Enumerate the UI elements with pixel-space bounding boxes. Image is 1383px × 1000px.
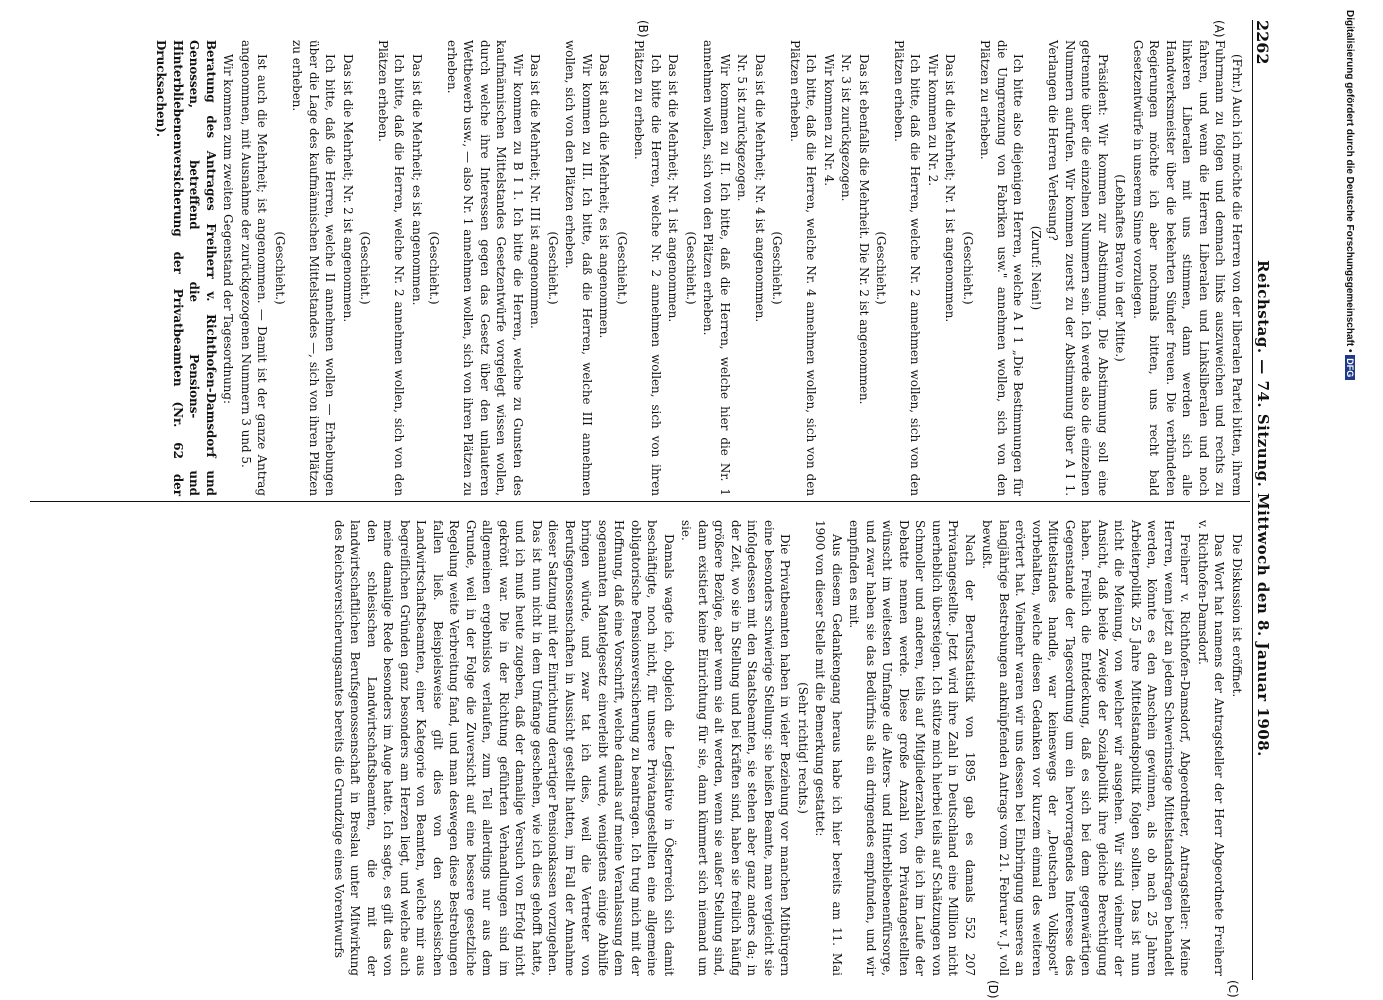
paragraph: Wir kommen zu B I 1. Ich bitte die Herren, welche zu Gunsten des kaufmännischen Mittelstandes Gesetzentwürfe vorgelegt wissen wollen, durch welche ihre Interessen gegen das Gesetz über den unlauteren Wettbewerb usw., — also Nr. 1 annehmen wollen, sich von ihren Plätzen zu erheben. <box>445 40 525 496</box>
margin-marker-c: (C) <box>1226 980 1240 998</box>
paragraph: Ich bitte, daß die Herren, welche Nr. 2 annehmen wollen, sich von den Plätzen erheben. <box>376 40 407 496</box>
paragraph: (Geschieht.) <box>770 231 785 305</box>
paragraph: (Geschieht.) <box>874 231 889 305</box>
paragraph: (Geschieht.) <box>546 231 560 305</box>
paragraph: Das ist die Mehrheit; Nr. 1 ist angenommen. <box>943 54 958 323</box>
right-column <box>330 520 1246 976</box>
paragraph: Die Privatbeamten haben in vieler Beziehung vor manchen Mitbürgern eine besonders schwierige Stellung: sie heißen Beamte, man vergleicht sie infolgedessen mit den Staatsbeamten, sie stehen aber ganz anders da; in der Zeit, wo sie in Stellung und bei Kräften sind, haben sie freilich häufig größere Bezüge, aber wenn sie alt werden, wenn sie außer Stellung sind, dann existiert keine Einrichtung für sie, dann kümmert sich niemand um sie. <box>679 520 793 976</box>
paragraph: Wir kommen zu Nr. 2. <box>926 54 940 187</box>
header-rule <box>1252 20 1253 980</box>
paragraph: Wir kommen zum zweiten Gegenstand der Tagesordnung: <box>221 54 236 405</box>
page-header <box>1252 0 1292 1000</box>
margin-marker-a: (A) <box>1212 20 1226 38</box>
paragraph: Präsident: Wir kommen zur Abstimmung. Die Abstimmung soll eine getrennte über die einzelnen Nummern sein. Ich werde also die einzelnen Nummern aufrufen. Wir kommen zuerst zu der Abstimmung über A I 1. Verlangen die Herren Verlesung? <box>1046 40 1110 496</box>
dfg-logo: DFG <box>1345 355 1355 380</box>
paragraph: Wir kommen zu II. Ich bitte, daß die Herren, welche hier die Nr. 1 annehmen wollen, sich von den Plätzen erheben. <box>701 40 732 496</box>
paragraph: (Sehr richtig! rechts.) <box>796 682 810 814</box>
paragraph: Aus diesem Gedankengang heraus habe ich hier bereits am 11. Mai 1900 von dieser Stelle mit die Bemerkung gestattet: <box>813 520 844 976</box>
margin-marker-b: (B) <box>636 20 650 38</box>
paragraph: Das ist die Mehrheit; Nr. 2 ist angenommen. <box>341 54 355 323</box>
paragraph: Ich bitte, daß die Herren, welche Nr. 2 annehmen wollen, sich von den Plätzen erheben. <box>892 40 923 496</box>
running-head: Reichstag. — 74. Sitzung. Mittwoch den 8. Januar 1908. <box>1254 260 1272 757</box>
paragraph: (Geschieht.) <box>684 231 698 305</box>
paragraph: Wir kommen zu III. Ich bitte, daß die Herren, welche III annehmen wollen, sich von den Plätzen erheben. <box>563 40 594 496</box>
paragraph: Beratung des Antrages Freiherr v. Richthofen-Damsdorf und Genossen, betreffend die Pensions- und Hinterbliebenenversicherung der Privatbeamten (Nr. 62 der Drucksachen). <box>154 40 218 496</box>
page-number: 2262 <box>1253 20 1272 65</box>
digitization-credit <box>1335 10 1355 990</box>
paragraph: Das ist die Mehrheit; Nr. III ist angenommen. <box>528 54 543 329</box>
paragraph: Die Diskussion ist eröffnet. <box>1230 534 1244 698</box>
paragraph: Nach der Berufsstatistik von 1895 gab es damals 552 207 Privatangestellte. Jetzt wird ihre Zahl in Deutschland eine Million nicht unerheblich übersteigen. Ich stütze mich hierbei teils auf Schätzungen von Schmoller und anderen, teils auf Mitgliederzahlen, die ich im Laufe der Debatte nennen werde. Diese große Anzahl von Privatangestellten wünscht im weitesten Umfange die Alters- und Hinterbliebenenfürsorge, und zwar haben sie das Bedürfnis als ein dringendes empfunden, und wir empfinden es mit. <box>847 520 977 976</box>
paragraph: Ich bitte also diejenigen Herren, welche A I 1 „Die Bestimmungen für die Umgrenzung von Fabriken usw." annehmen wollen, sich von den Plätzen zu erheben. <box>978 40 1026 496</box>
paragraph: Freiherr v. Richthofen-Damsdorf, Abgeordneter, Antragsteller: Meine Herren, wenn jetzt an jedem Schwerinstage Mittelstandsfragen behandelt werden, könnte es den Anschein gewinnen, als ob nach 25 Jahren Arbeiterpolitik 25 Jahre Mittelstandspolitik folgen sollten. Das ist nun nicht die Meinung, von welcher wir ausgehen. Wir sind vielmehr der Ansicht, daß beide Zweige der Sozialpolitik ihre gleiche Berechtigung haben. Freilich die Entdeckung, daß es sich bei dem gegenwärtigen Gegenstande der Tagesordnung um ein hervorragendes Interesse des Mittelstandes handle, war keineswegs der „Deutschen Volkspost" vorbehalten, welche diesen Gedanken vor kurzem einmal des weiteren erörtert hat. Vielmehr waren wir uns dessen bei Einbringung unseres an langjährige Bestrebungen anknüpfenden Antrags vom 21. Februar v. J. voll bewußt. <box>980 520 1193 976</box>
paragraph: Das Wort hat namens der Antragsteller der Herr Abgeordnete Freiherr v. Richthofen-Damsdorf. <box>1196 520 1227 976</box>
paragraph: (Frhr.) Auch ich möchte die Herren von der liberalen Partei bitten, ihrem Fuhrmann zu folgen und demnach links auszuweichen und rechts zu fahren, und wenn die Herren Liberalen und Linksliberalen und noch linkeren Liberalen mit uns stimmen, dann werden sich alle Handwerksmeister über die bekehrten Sünder freuen. Die verbündeten Regierungen möchte ich aber nochmals bitten, uns recht bald Gesetzentwürfe in unserem Sinne vorzulegen. <box>1131 40 1244 496</box>
margin-marker-d: (D) <box>986 980 1000 999</box>
paragraph: Das ist auch die Mehrheit; es ist angenommen. <box>597 54 612 339</box>
paragraph: Ist auch die Mehrheit; ist angenommen. — Damit ist der ganze Antrag angenommen, mit Ausnahme der zurückgezogenen Nummern 3 und 5. <box>239 40 270 496</box>
paragraph: Ich bitte die Herren, welche Nr. 2 annehmen wollen, sich von ihren Plätzen zu erheben. <box>632 40 663 496</box>
paragraph: (Lebhaftes Bravo in der Mitte.) <box>1113 174 1128 362</box>
paragraph: Das ist die Mehrheit; Nr. 4 ist angenommen. <box>753 54 767 323</box>
paragraph: Nr. 5 ist zurückgezogen. <box>735 54 750 202</box>
paragraph: (Geschieht.) <box>273 231 287 305</box>
paragraph: Wir kommen zu Nr. 4. <box>822 54 836 187</box>
paragraph: (Geschieht.) <box>358 231 373 305</box>
paragraph: Nr. 3 ist zurückgezogen. <box>839 54 854 202</box>
paragraph: Ich bitte, daß die Herren, welche Nr. 4 annehmen wollen, sich von den Plätzen erheben. <box>788 40 819 496</box>
left-column <box>152 40 1245 496</box>
column-divider <box>30 501 1250 502</box>
paragraph: Ich bitte, daß die Herren, welche II annehmen wollen — Erhebungen über die Lage des kaufmännischen Mittelstandes —, sich von ihren Plätzen zu erheben. <box>290 40 338 496</box>
paragraph: (Zuruf: Nein!) <box>1029 225 1043 311</box>
paragraph: Damals wagte ich, obgleich die Legislative in Österreich sich damit beschäftigte, noch nicht, für unsere Privatangestellten eine allgemeine obligatorische Pensionsversicherung zu beantragen. Ich trug mich mit der Hoffnung, daß eine Vorschrift, welche damals auf meine Veranlassung dem sogenannten Mantelgesetz einverleibt wurde, wenigstens einige Abhilfe bringen würde, und zwar tat ich dies, weil die Vertreter von Berufsgenossenschaften in Aussicht gestellt hatten, im Fall der Annahme dieser Satzung mit der Einrichtung derartiger Pensionskassen vorzugehen. Das ist nun nicht in dem Umfange geschehen, wie ich dies gehofft hatte, und ich muß heute zugeben, daß der damalige Versuch von Erfolg nicht gekrönt war. Die in der Richtung geführten Verhandlungen sind im allgemeinen ergebnislos verlaufen, zum Teil allerdings nur aus dem Grunde, weil in der Folge die Zuversicht auf eine bessere gesetzliche Regelung weite Verbreitung fand, und man deswegen diese Bestrebungen fallen ließ. Beispielsweise gilt dies von den schlesischen Landwirtschaftsbeamten, einer Kategorie von Beamten, welche mir aus begreiflichen Gründen ganz besonders am Herzen liegt, und welche auch meine damalige Rede besonders im Auge hatte. Ich sagte, es gilt das von den schlesischen Landwirtschaftsbeamten, die mit der landwirtschaftlichen Berufsgenossenschaft in Breslau unter Mitwirkung des Reichsversicherungsamtes bereits die Grundzüge eines Vorentwurfs <box>332 520 676 976</box>
paragraph: Das ist die Mehrheit; es ist angenommen. <box>410 54 424 306</box>
paragraph: Das ist ebenfalls die Mehrheit. Die Nr. 2 ist angenommen. <box>857 54 871 405</box>
paragraph: (Geschieht.) <box>427 231 442 305</box>
credit-text: Digitalisierung gefördert durch die Deutsche Forschungsgemeinschaft • <box>1344 10 1355 353</box>
paragraph: (Geschieht.) <box>615 231 629 305</box>
paragraph: (Geschieht.) <box>961 231 975 305</box>
paragraph: Das ist die Mehrheit; Nr. 1 ist angenommen. <box>666 54 681 323</box>
